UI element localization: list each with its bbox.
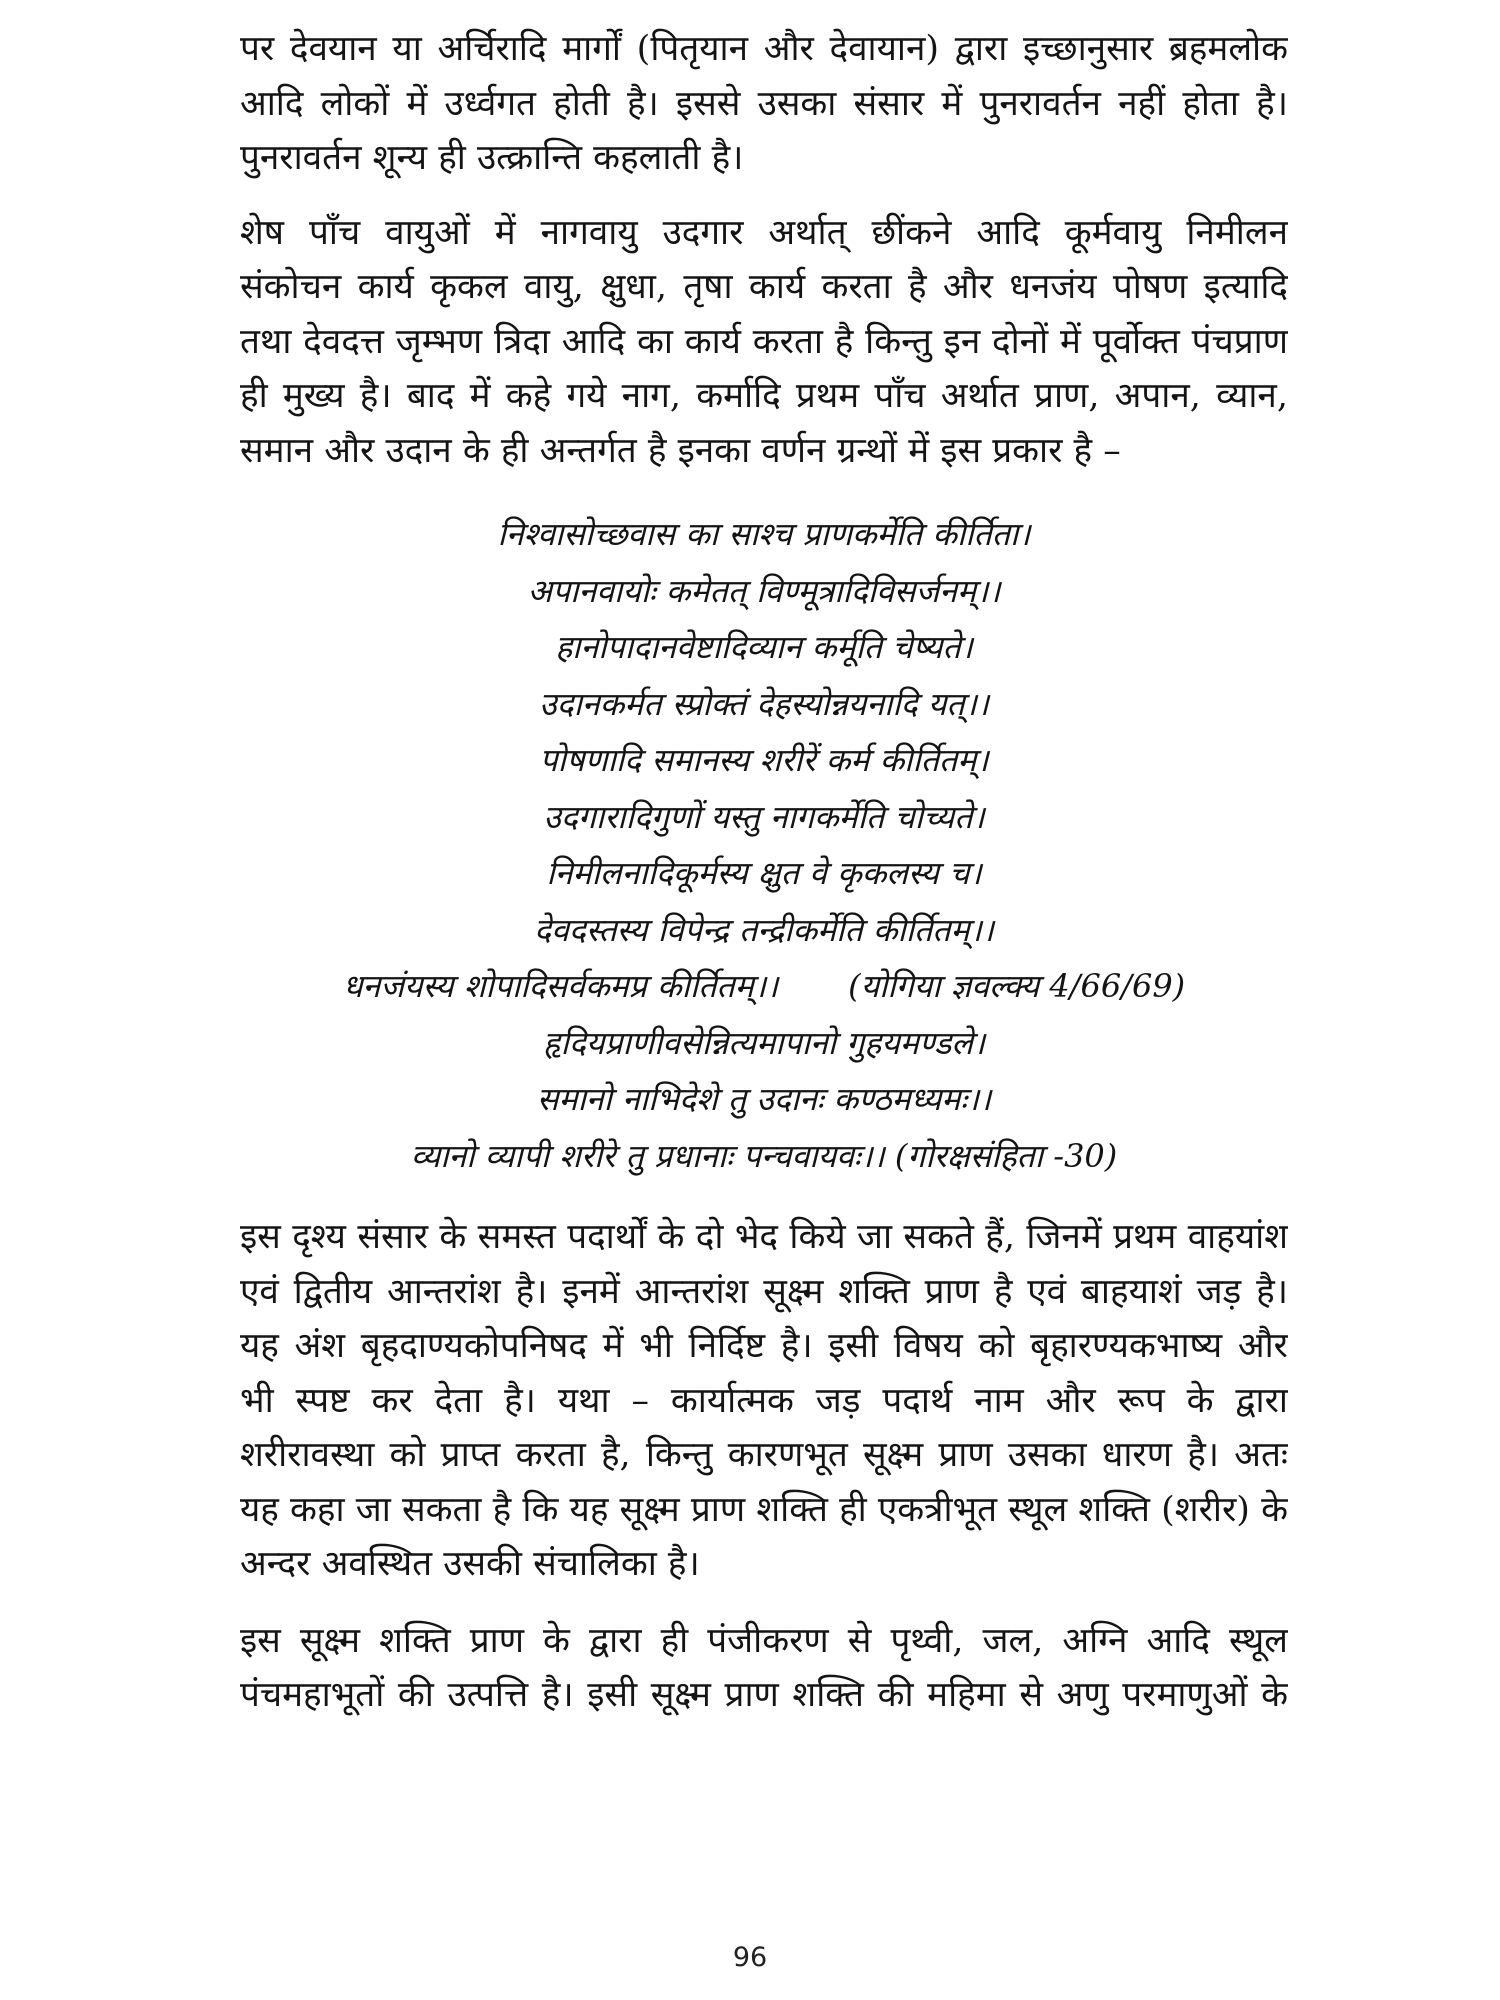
- verse-line: उदगारादिगुणों यस्तु नागकर्मेति चोच्यते।: [543, 797, 985, 836]
- verse-line: अपानवायोः कमेतत् विण्मूत्रादिविसर्जनम्।।: [527, 571, 1001, 610]
- paragraph-line: ही मुख्य है। बाद में कहे गये नाग, कर्मादि प्रथम पाँच अर्थात प्राण, अपान, व्यान,: [240, 376, 1288, 416]
- verse-line: समानो नाभिदेशे तु उदानः कण्ठमध्यमः।।: [536, 1080, 992, 1118]
- verse-line: देवदस्तस्य विपेन्द्र तन्द्रीकर्मेति कीर्तितम्।।: [534, 910, 994, 949]
- paragraph-line: पंचमहाभूतों की उत्पत्ति है। इसी सूक्ष्म प्राण शक्ति की महिमा से अणु परमाणुओं के: [240, 1675, 1288, 1715]
- paragraph-line: अन्दर अवस्थित उसकी संचालिका है।: [240, 1544, 700, 1584]
- paragraph-line: संकोचन कार्य कृकल वायु, क्षुधा, तृषा कार्य करता है और धनजंय पोषण इत्यादि: [240, 267, 1288, 307]
- verse-line-with-citation: [240, 958, 1288, 1015]
- paragraph-line: शरीरावस्था को प्राप्त करता है, किन्तु कारणभूत सूक्ष्म प्राण उसका धारण है। अतः: [240, 1435, 1288, 1475]
- verse-line: पोषणादि समानस्य शरीरें कर्म कीर्तितम्।: [539, 741, 989, 779]
- paragraph-line: आदि लोकों में उर्ध्वगत होती है। इससे उसका संसार में पुनरावर्तन नहीं होता है।: [240, 83, 1288, 124]
- paragraph-line: इस दृश्य संसार के समस्त पदार्थों के दो भेद किये जा सकते हैं, जिनमें प्रथम वाहयांश: [240, 1217, 1288, 1257]
- paragraph-line: यह अंश बृहदाण्यकोपनिषद में भी निर्दिष्ट है। इसी विषय को बृहारण्यकभाष्य और: [240, 1326, 1288, 1366]
- page-body: [240, 22, 1288, 1723]
- paragraph-line: पुनरावर्तन शून्य ही उत्क्रान्ति कहलाती है।: [240, 138, 744, 178]
- verse-text: धनजंयस्य शोपादिसर्वकमप्र कीर्तितम्।।: [342, 967, 779, 1005]
- paragraph-3: [240, 1210, 1288, 1592]
- verse-line: उदानकर्मत स्प्रोक्तं देहस्योन्नयनादि यत्।।: [539, 684, 989, 723]
- paragraph-1: [240, 22, 1288, 186]
- sanskrit-verse-block: [240, 506, 1288, 1184]
- paragraph-line: इस सूक्ष्म शक्ति प्राण के द्वारा ही पंजीकरण से पृथ्वी, जल, अग्नि आदि स्थूल: [240, 1620, 1288, 1661]
- paragraph-line: समान और उदान के ही अन्तर्गत है इनका वर्णन ग्रन्थों में इस प्रकार है –: [240, 430, 1121, 471]
- verse-line: व्यानो व्यापी शरीरे तु प्रधानाः पन्चवायवः।। (गोरक्षसंहिता -30): [410, 1136, 1118, 1175]
- paragraph-line: एवं द्वितीय आन्तरांश है। इनमें आन्तरांश सूक्ष्म शक्ति प्राण है एवं बाहयाशं जड़ है।: [240, 1271, 1288, 1312]
- page-number: 96: [732, 1942, 768, 1973]
- paragraph-line: भी स्पष्ट कर देता है। यथा – कार्यात्मक जड़ पदार्थ नाम और रूप के द्वारा: [240, 1380, 1288, 1421]
- paragraph-line: शेष पाँच वायुओं में नागवायु उदगार अर्थात् छींकने आदि कूर्मवायु निमीलन: [240, 212, 1288, 253]
- paragraph-line: पर देवयान या अर्चिरादि मार्गों (पितृयान और देवायान) द्वारा इच्छानुसार ब्रहमलोक: [240, 29, 1288, 69]
- paragraph-2: [240, 206, 1288, 479]
- verse-citation: (योगिया ज्ञवल्क्य 4/66/69): [848, 967, 1186, 1005]
- verse-line: निमीलनादिकूर्मस्य क्षुत वे कृकलस्य च।: [546, 854, 982, 892]
- verse-line: हृदियप्राणीवसेन्नित्यमापानो गुहयमण्डले।: [542, 1023, 986, 1062]
- verse-line: हानोपादानवेष्टादिव्यान कर्मूति चेष्यते।: [555, 628, 973, 666]
- verse-line: निश्वासोच्छवास का साश्च प्राणकर्मेति कीर्तिता।: [497, 515, 1031, 553]
- paragraph-line: यह कहा जा सकता है कि यह सूक्ष्म प्राण शक्ति ही एकत्रीभूत स्थूल शक्ति (शरीर) के: [240, 1489, 1288, 1530]
- paragraph-4: [240, 1614, 1288, 1723]
- paragraph-line: तथा देवदत्त जृम्भण त्रिदा आदि का कार्य करता है किन्तु इन दोनों में पूर्वोक्त पंचप्राण: [240, 321, 1288, 362]
